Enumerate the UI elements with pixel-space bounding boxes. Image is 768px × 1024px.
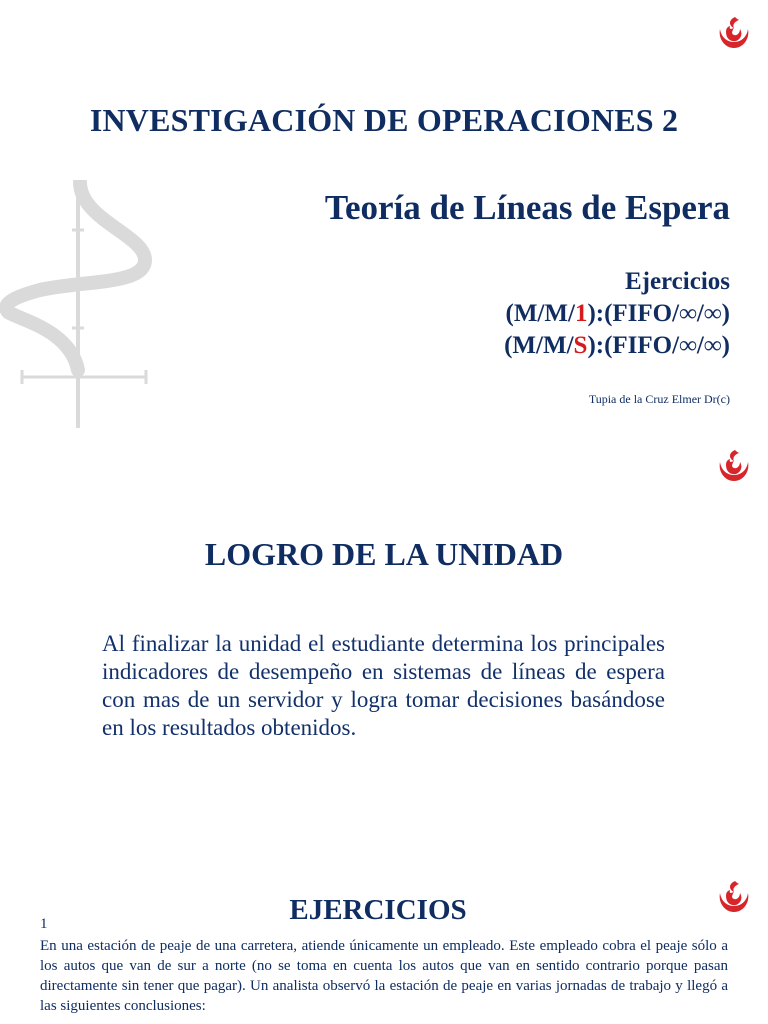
distribution-curve-graphic-icon [0, 180, 160, 430]
exercise-text: En una estación de peaje de una carretera, atiende únicamente un empleado. Este empleado cobra el peaje sólo a los autos que van de sur a norte (no se toma en cuenta los autos que van en sentido contrario porque pasan directamente sin tener que pagar). Un analista observó la estación de peaje en varias jornadas de trabajo y llegó a las siguientes conclusiones: [40, 938, 728, 1014]
exercises-slide [0, 860, 768, 1024]
subject-title: Teoría de Líneas de Espera [324, 188, 730, 227]
model-mm1 [504, 298, 730, 330]
title-slide [0, 0, 768, 440]
model-mm1-servers: 1 [574, 300, 588, 327]
exercise-models [504, 266, 730, 362]
model-mms [504, 330, 730, 362]
model-mm1-prefix: (M/M/ [505, 300, 575, 327]
unit-goal-text: Al finalizar la unidad el estudiante determina los principales indicadores de desempeño en sistemas de líneas de espera con mas de un servidor y logra tomar decisiones basándose en los resultados obtenidos. [102, 631, 665, 740]
exercises-title: EJERCICIOS [289, 894, 467, 926]
university-logo-icon [714, 14, 754, 54]
course-title: INVESTIGACIÓN DE OPERACIONES 2 [89, 102, 679, 138]
university-logo-icon [714, 447, 754, 487]
exercise-number: 1 [40, 916, 48, 932]
model-mms-prefix: (M/M/ [504, 332, 574, 359]
model-mms-suffix: ):(FIFO/∞/∞) [587, 332, 730, 359]
author: Tupia de la Cruz Elmer Dr(c) [588, 392, 730, 406]
model-mms-servers: S [573, 332, 588, 359]
exercises-label: Ejercicios [624, 268, 730, 295]
unit-goal-title: LOGRO DE LA UNIDAD [204, 536, 564, 572]
unit-goal-slide [0, 440, 768, 860]
model-mm1-suffix: ):(FIFO/∞/∞) [587, 300, 730, 327]
